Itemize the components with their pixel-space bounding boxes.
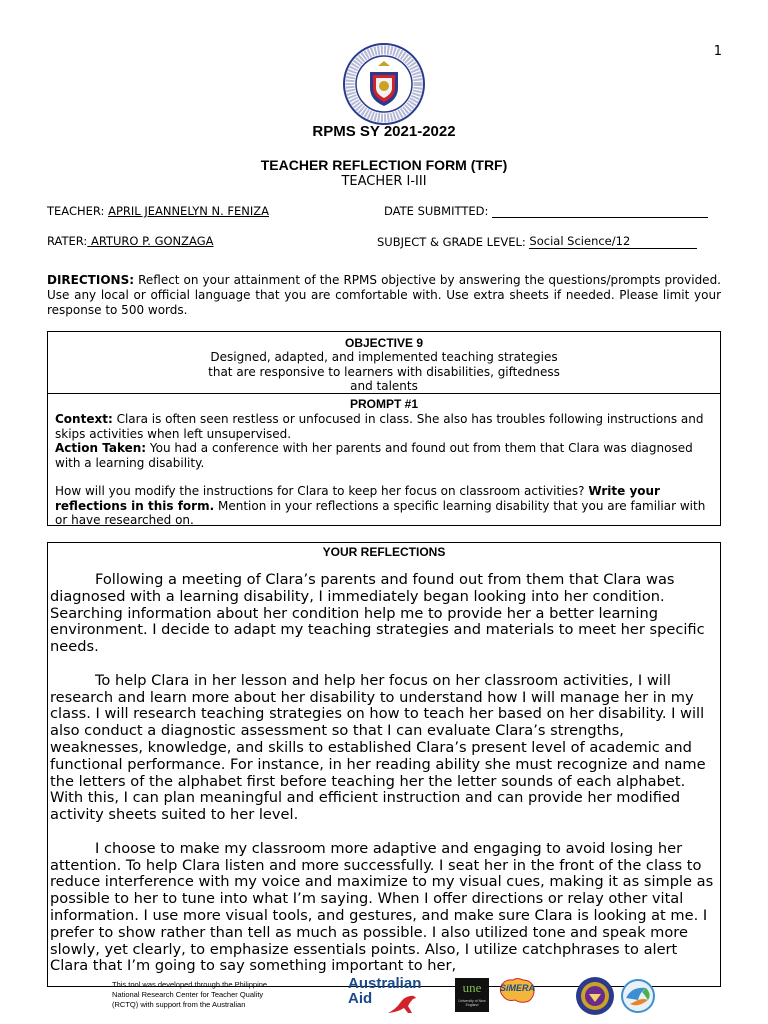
simera-logo-text: SiMERA [500, 983, 536, 993]
reflections-box [47, 542, 721, 987]
reflections-body [48, 559, 720, 975]
footer-line-3: (RCTQ) with support from the Australian [112, 1000, 246, 1009]
form-subtitle: TEACHER I-III [341, 174, 427, 189]
objective-line-1: Designed, adapted, and implemented teaching strategies [210, 350, 558, 364]
footer-line-2: National Research Center for Teacher Quality [112, 990, 264, 999]
form-title: TEACHER REFLECTION FORM (TRF) [260, 157, 508, 173]
question-text: How will you modify the instructions for Clara to keep her focus on classroom activities? [55, 484, 589, 498]
footer-line-1: This tool was developed through the Philippine [112, 980, 268, 989]
directions-label: DIRECTIONS: [47, 273, 135, 287]
action-label: Action Taken: [55, 441, 147, 455]
prompt-section [48, 393, 720, 528]
swirl-logo [618, 978, 658, 1014]
teacher-value: APRIL JEANNELYN N. FENIZA [108, 204, 270, 218]
prompt-action [55, 441, 713, 470]
une-logo-text: une [462, 980, 482, 995]
une-logo [455, 978, 489, 1012]
date-submitted-field [384, 204, 708, 218]
deped-seal-logo [342, 42, 426, 126]
reflection-paragraph-1: Following a meeting of Clara’s parents and found out from them that Clara was diagnosed with a learning disability, I immediately began looking into her condition. Searching information about her condition help me to provide her a better learning environment. I decide to adapt my teaching strategies and materials to meet her specific needs. [50, 571, 705, 656]
directions [47, 273, 721, 318]
objective-line-3: and talents [350, 379, 418, 393]
prompt-body [48, 411, 720, 528]
prompt-heading: PROMPT #1 [349, 397, 418, 411]
context-text: Clara is often seen restless or unfocused in class. She also has troubles following instructions and skips activities when left unsupervised. [55, 412, 704, 441]
question-bold: Write your reflections in this form. [55, 484, 660, 513]
aus-aid-word-2: Aid [348, 990, 373, 1007]
question-tail: Mention in your reflections a specific learning disability that you are familiar with or have researched on. [55, 498, 706, 527]
simera-logo [497, 976, 537, 1006]
subject-grade-value: Social Science/12 [529, 234, 697, 249]
date-submitted-blank [492, 204, 708, 218]
objective-line-2: that are responsive to learners with disabilities, giftedness [208, 364, 560, 379]
directions-text: Reflect on your attainment of the RPMS objective by answering the questions/prompts provided. Use any local or official language that you are comfortable with. Use extra sheets if needed. Please limit your response to 500 words. [47, 273, 721, 317]
rater-value: ARTURO P. GONZAGA [87, 234, 214, 248]
action-text: You had a conference with her parents and found out from them that Clara was diagnosed with a learning disability. [55, 441, 693, 470]
objective-prompt-box [47, 331, 721, 526]
reflection-paragraph-3: I choose to make my classroom more adaptive and engaging to avoid losing her attention. To help Clara listen and more successfully. I seat her in the front of the class to reduce interference with my voice and maximize to my visual cues, making it as simple as possible to her to tune into what I’m saying. When I offer directions or relay other vital information. I use more visual tools, and gestures, and make sure Clara is looking at me. I prefer to show rather than tell as much as possible. I also utilized tone and speak more slowly, yet clearly, to emphasize essentials points. Also, I utilize catchphrases to alert Clara that I’m going to say something important to her, [50, 839, 714, 975]
subject-grade-field [377, 234, 697, 249]
rater-label: RATER: [47, 234, 88, 248]
reflections-heading: YOUR REFLECTIONS [322, 545, 446, 559]
aus-aid-word-1: Australian [348, 975, 422, 992]
australian-aid-logo [348, 976, 424, 1016]
date-submitted-label: DATE SUBMITTED: [384, 204, 489, 218]
kangaroo-icon [386, 993, 420, 1015]
teacher-field [47, 204, 269, 218]
prompt-question [55, 484, 713, 528]
university-seal-logo [575, 976, 615, 1016]
une-logo-subtext: University of New England [458, 999, 486, 1007]
document-title: RPMS SY 2021-2022 [312, 123, 456, 140]
objective-heading: OBJECTIVE 9 [344, 336, 424, 350]
page-number: 1 [713, 44, 722, 59]
reflection-paragraph-2: To help Clara in her lesson and help her focus on her classroom activities, I will research and learn more about her disability to understand how I will manage her in my class. I will research teaching strategies on how to teach her based on her disability. I will also conduct a diagnostic assessment so that I can evaluate Clara’s strengths, weaknesses, knowledge, and skills to established Clara’s present level of academic and functional performance. For instance, in her reading ability she must recognize and name the letters of the alphabet first before teaching her the letter sounds of each alphabet. With this, I can plan meaningful and efficient instruction and can provide her modified activity sheets suited to her level. [50, 671, 706, 824]
teacher-label: TEACHER: [47, 204, 105, 218]
prompt-context [55, 412, 713, 441]
context-label: Context: [55, 412, 113, 426]
rater-field [47, 234, 213, 248]
footer-credit [112, 980, 267, 1010]
subject-grade-label: SUBJECT & GRADE LEVEL: [377, 235, 526, 249]
